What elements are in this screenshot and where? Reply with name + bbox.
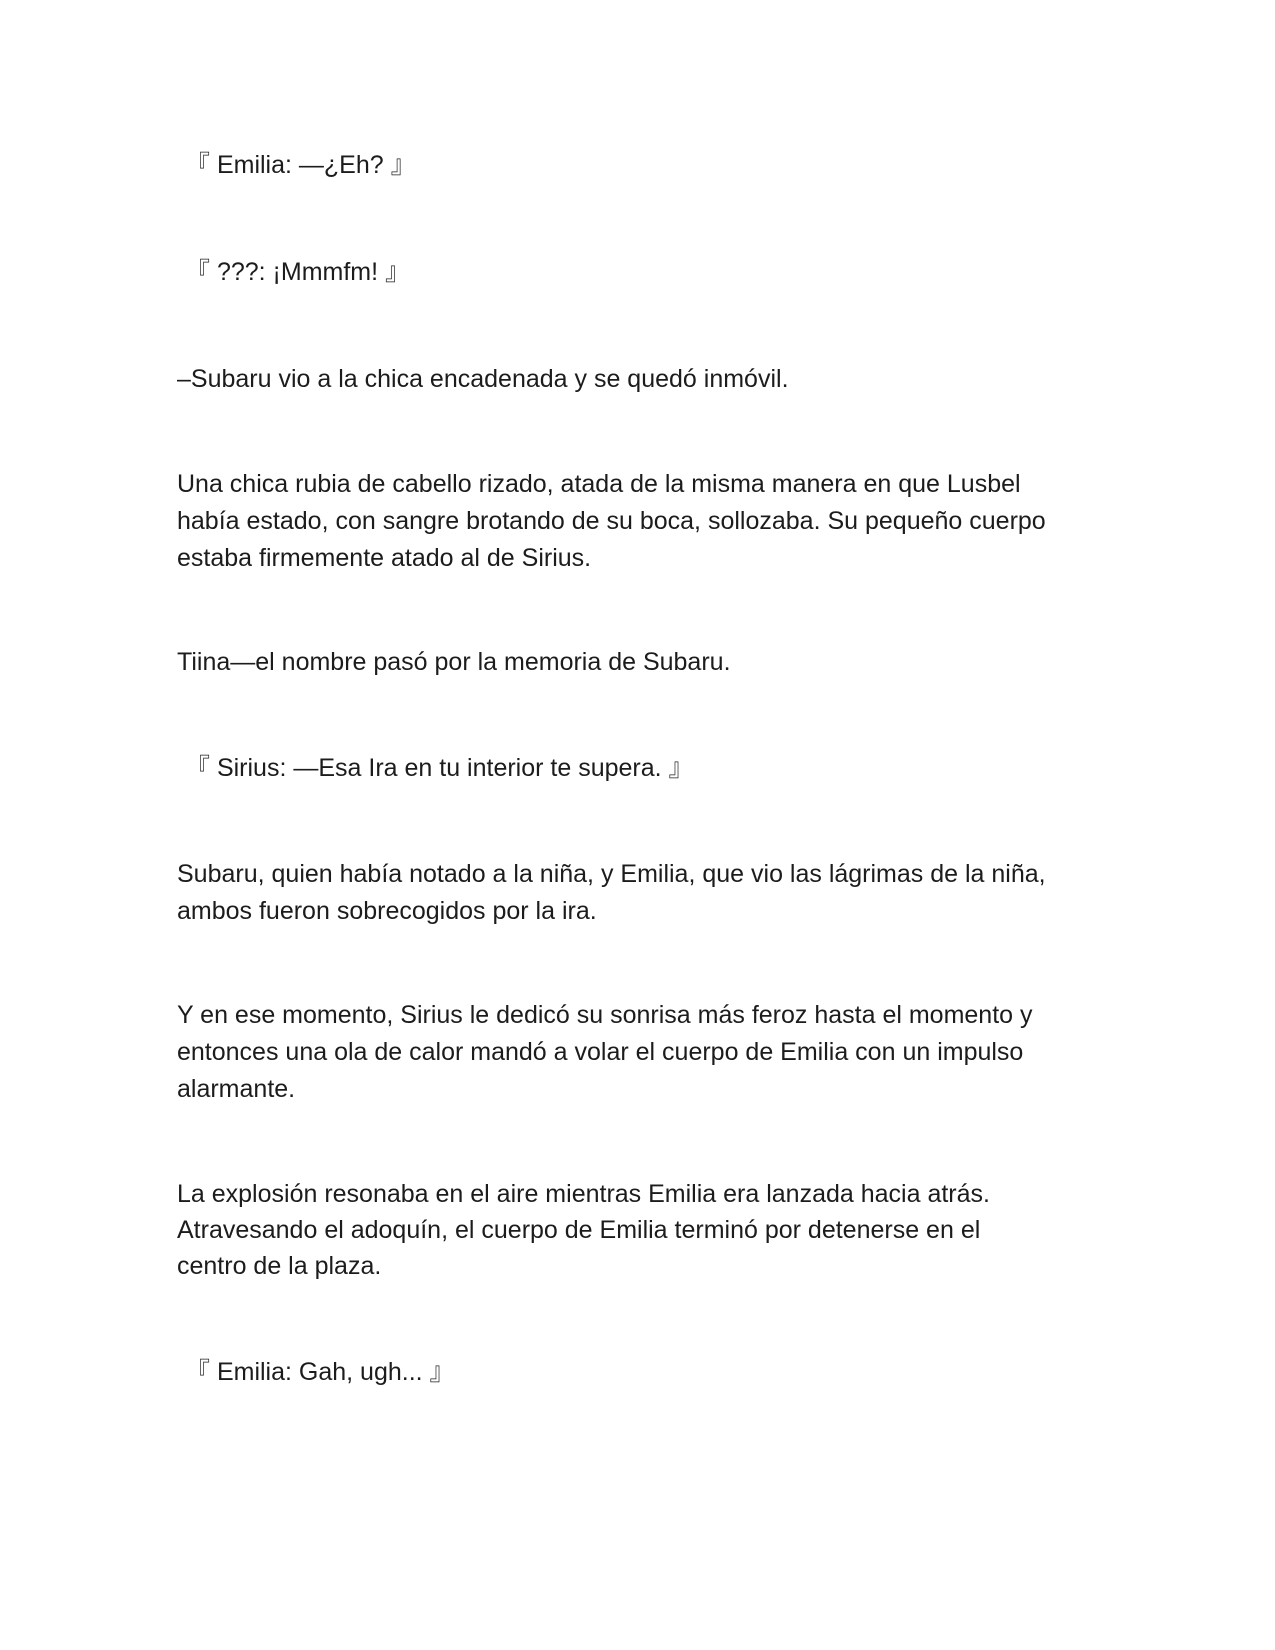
paragraph-line: había estado, con sangre brotando de su boca, sollozaba. Su pequeño cuerpo (177, 507, 1046, 535)
paragraph-line: alarmante. (177, 1075, 296, 1103)
paragraph-line: ambos fueron sobrecogidos por la ira. (177, 897, 597, 925)
paragraph-subaru-vio: –Subaru vio a la chica encadenada y se quedó inmóvil. (177, 365, 789, 393)
dialogue-emilia-eh: 『 Emilia: —¿Eh? 』 (185, 151, 416, 179)
dialogue-sirius-ira: 『 Sirius: —Esa Ira en tu interior te supera. 』 (185, 754, 694, 782)
paragraph-line: Una chica rubia de cabello rizado, atada de la misma manera en que Lusbel (177, 470, 1021, 498)
paragraph-line: La explosión resonaba en el aire mientras Emilia era lanzada hacia atrás. (177, 1180, 990, 1208)
dialogue-unknown-mmmfm: 『 ???: ¡Mmmfm! 』 (185, 258, 411, 286)
dialogue-emilia-gah: 『 Emilia: Gah, ugh... 』 (185, 1358, 455, 1386)
paragraph-line: estaba firmemente atado al de Sirius. (177, 544, 592, 572)
paragraph-line: entonces una ola de calor mandó a volar el cuerpo de Emilia con un impulso (177, 1038, 1024, 1066)
paragraph-line: centro de la plaza. (177, 1252, 382, 1280)
paragraph-line: Y en ese momento, Sirius le dedicó su sonrisa más feroz hasta el momento y (177, 1001, 1033, 1029)
paragraph-line: Atravesando el adoquín, el cuerpo de Emilia terminó por detenerse en el (177, 1216, 981, 1244)
paragraph-tiina: Tiina—el nombre pasó por la memoria de Subaru. (177, 648, 731, 676)
paragraph-line: Subaru, quien había notado a la niña, y Emilia, que vio las lágrimas de la niña, (177, 860, 1046, 888)
